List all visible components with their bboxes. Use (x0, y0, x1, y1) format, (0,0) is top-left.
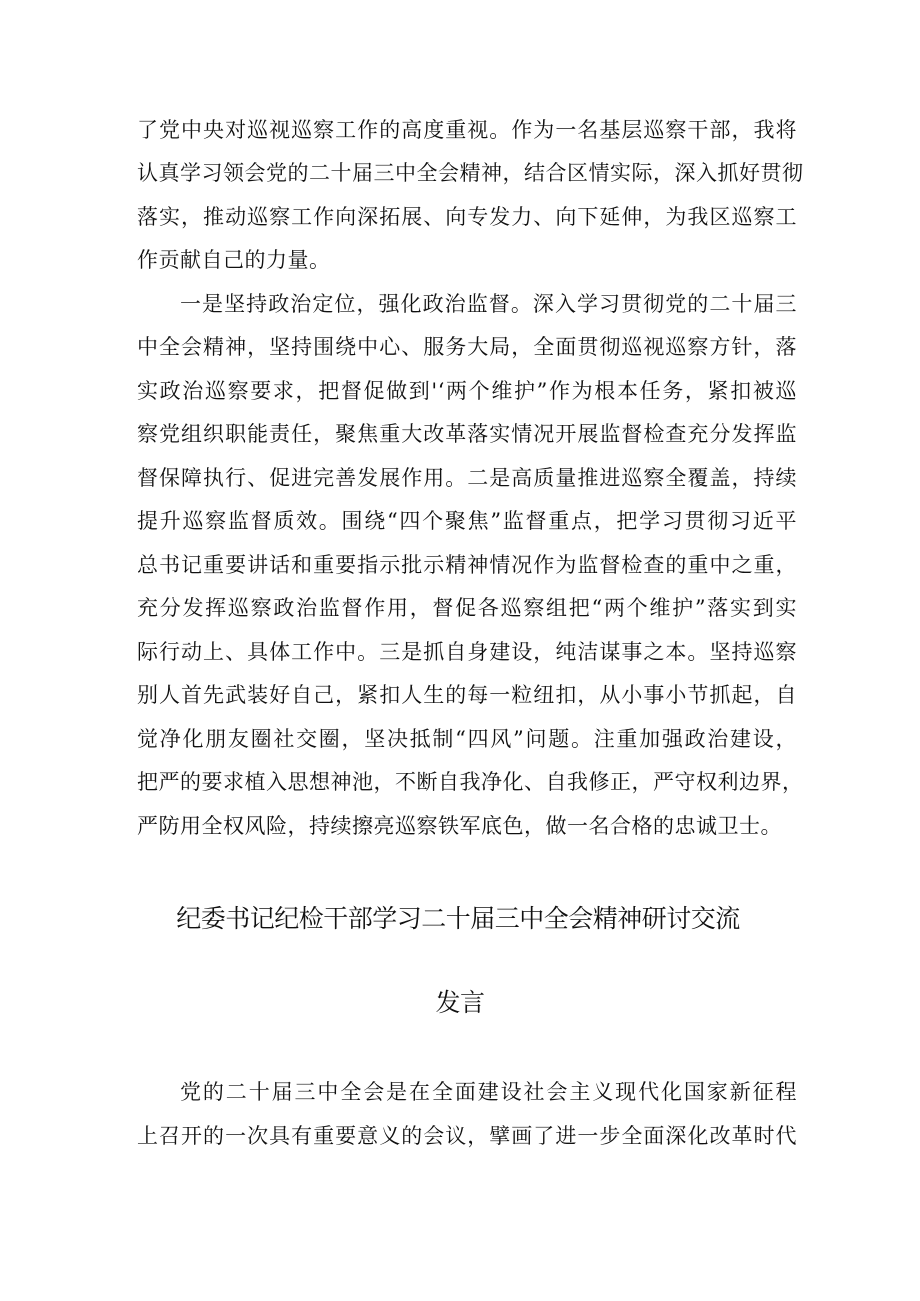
text-line: 充分发挥巡察政治监督作用，督促各巡察组把“两个维护”落实到实 (137, 596, 797, 620)
text-line: 严防用全权风险，持续擦亮巡察铁军底色，做一名合格的忠诚卫士。 (137, 814, 782, 838)
text-line: 觉净化朋友圈社交圈，坚决抵制“四风”问题。注重加强政治建设， (137, 727, 797, 751)
text-line: 把严的要求植入思想神池，不断自我净化、自我修正，严守权利边界， (137, 770, 804, 794)
heading-line: 纪委书记纪检干部学习二十届三中全会精神研讨交流 (176, 904, 740, 933)
text-line: 提升巡察监督质效。围绕“四个聚焦”监督重点，把学习贯彻习近平 (137, 509, 797, 533)
text-line: 中全会精神，坚持围绕中心、服务大局，全面贯彻巡视巡察方针，落 (137, 335, 797, 359)
text-line: 总书记重要讲话和重要指示批示精神情况作为监督检查的重中之重， (137, 553, 797, 577)
text-line: 了党中央对巡视巡察工作的高度重视。作为一名基层巡察干部，我将 (137, 118, 797, 142)
text-line: 一是坚持政治定位，强化政治监督。深入学习贯彻党的二十届三 (180, 292, 797, 316)
heading-line: 发言 (435, 988, 485, 1017)
text-line: 认真学习领会党的二十届三中全会精神，结合区情实际，深入抓好贯彻 (137, 161, 804, 185)
text-line: 察党组织职能责任，聚焦重大改革落实情况开展监督检查充分发挥监 (137, 422, 797, 446)
text-line: 际行动上、具体工作中。三是抓自身建设，纯洁谋事之本。坚持巡察 (137, 640, 797, 664)
text-line: 党的二十届三中全会是在全面建设社会主义现代化国家新征程 (180, 1080, 797, 1104)
text-line: 督保障执行、促进完善发展作用。二是高质量推进巡察全覆盖，持续 (137, 466, 797, 490)
text-line: 实政治巡察要求，把督促做到'‘两个维护”作为根本任务，紧扣被巡 (137, 379, 797, 403)
text-line: 落实，推动巡察工作向深拓展、向专发力、向下延伸，为我区巡察工 (137, 205, 797, 229)
text-line: 作贡献自己的力量。 (137, 248, 331, 272)
text-line: 上召开的一次具有重要意义的会议，擘画了进一步全面深化改革时代 (137, 1124, 797, 1148)
text-line: 别人首先武装好自己，紧扣人生的每一粒纽扣，从小事小节抓起，自 (137, 683, 797, 707)
